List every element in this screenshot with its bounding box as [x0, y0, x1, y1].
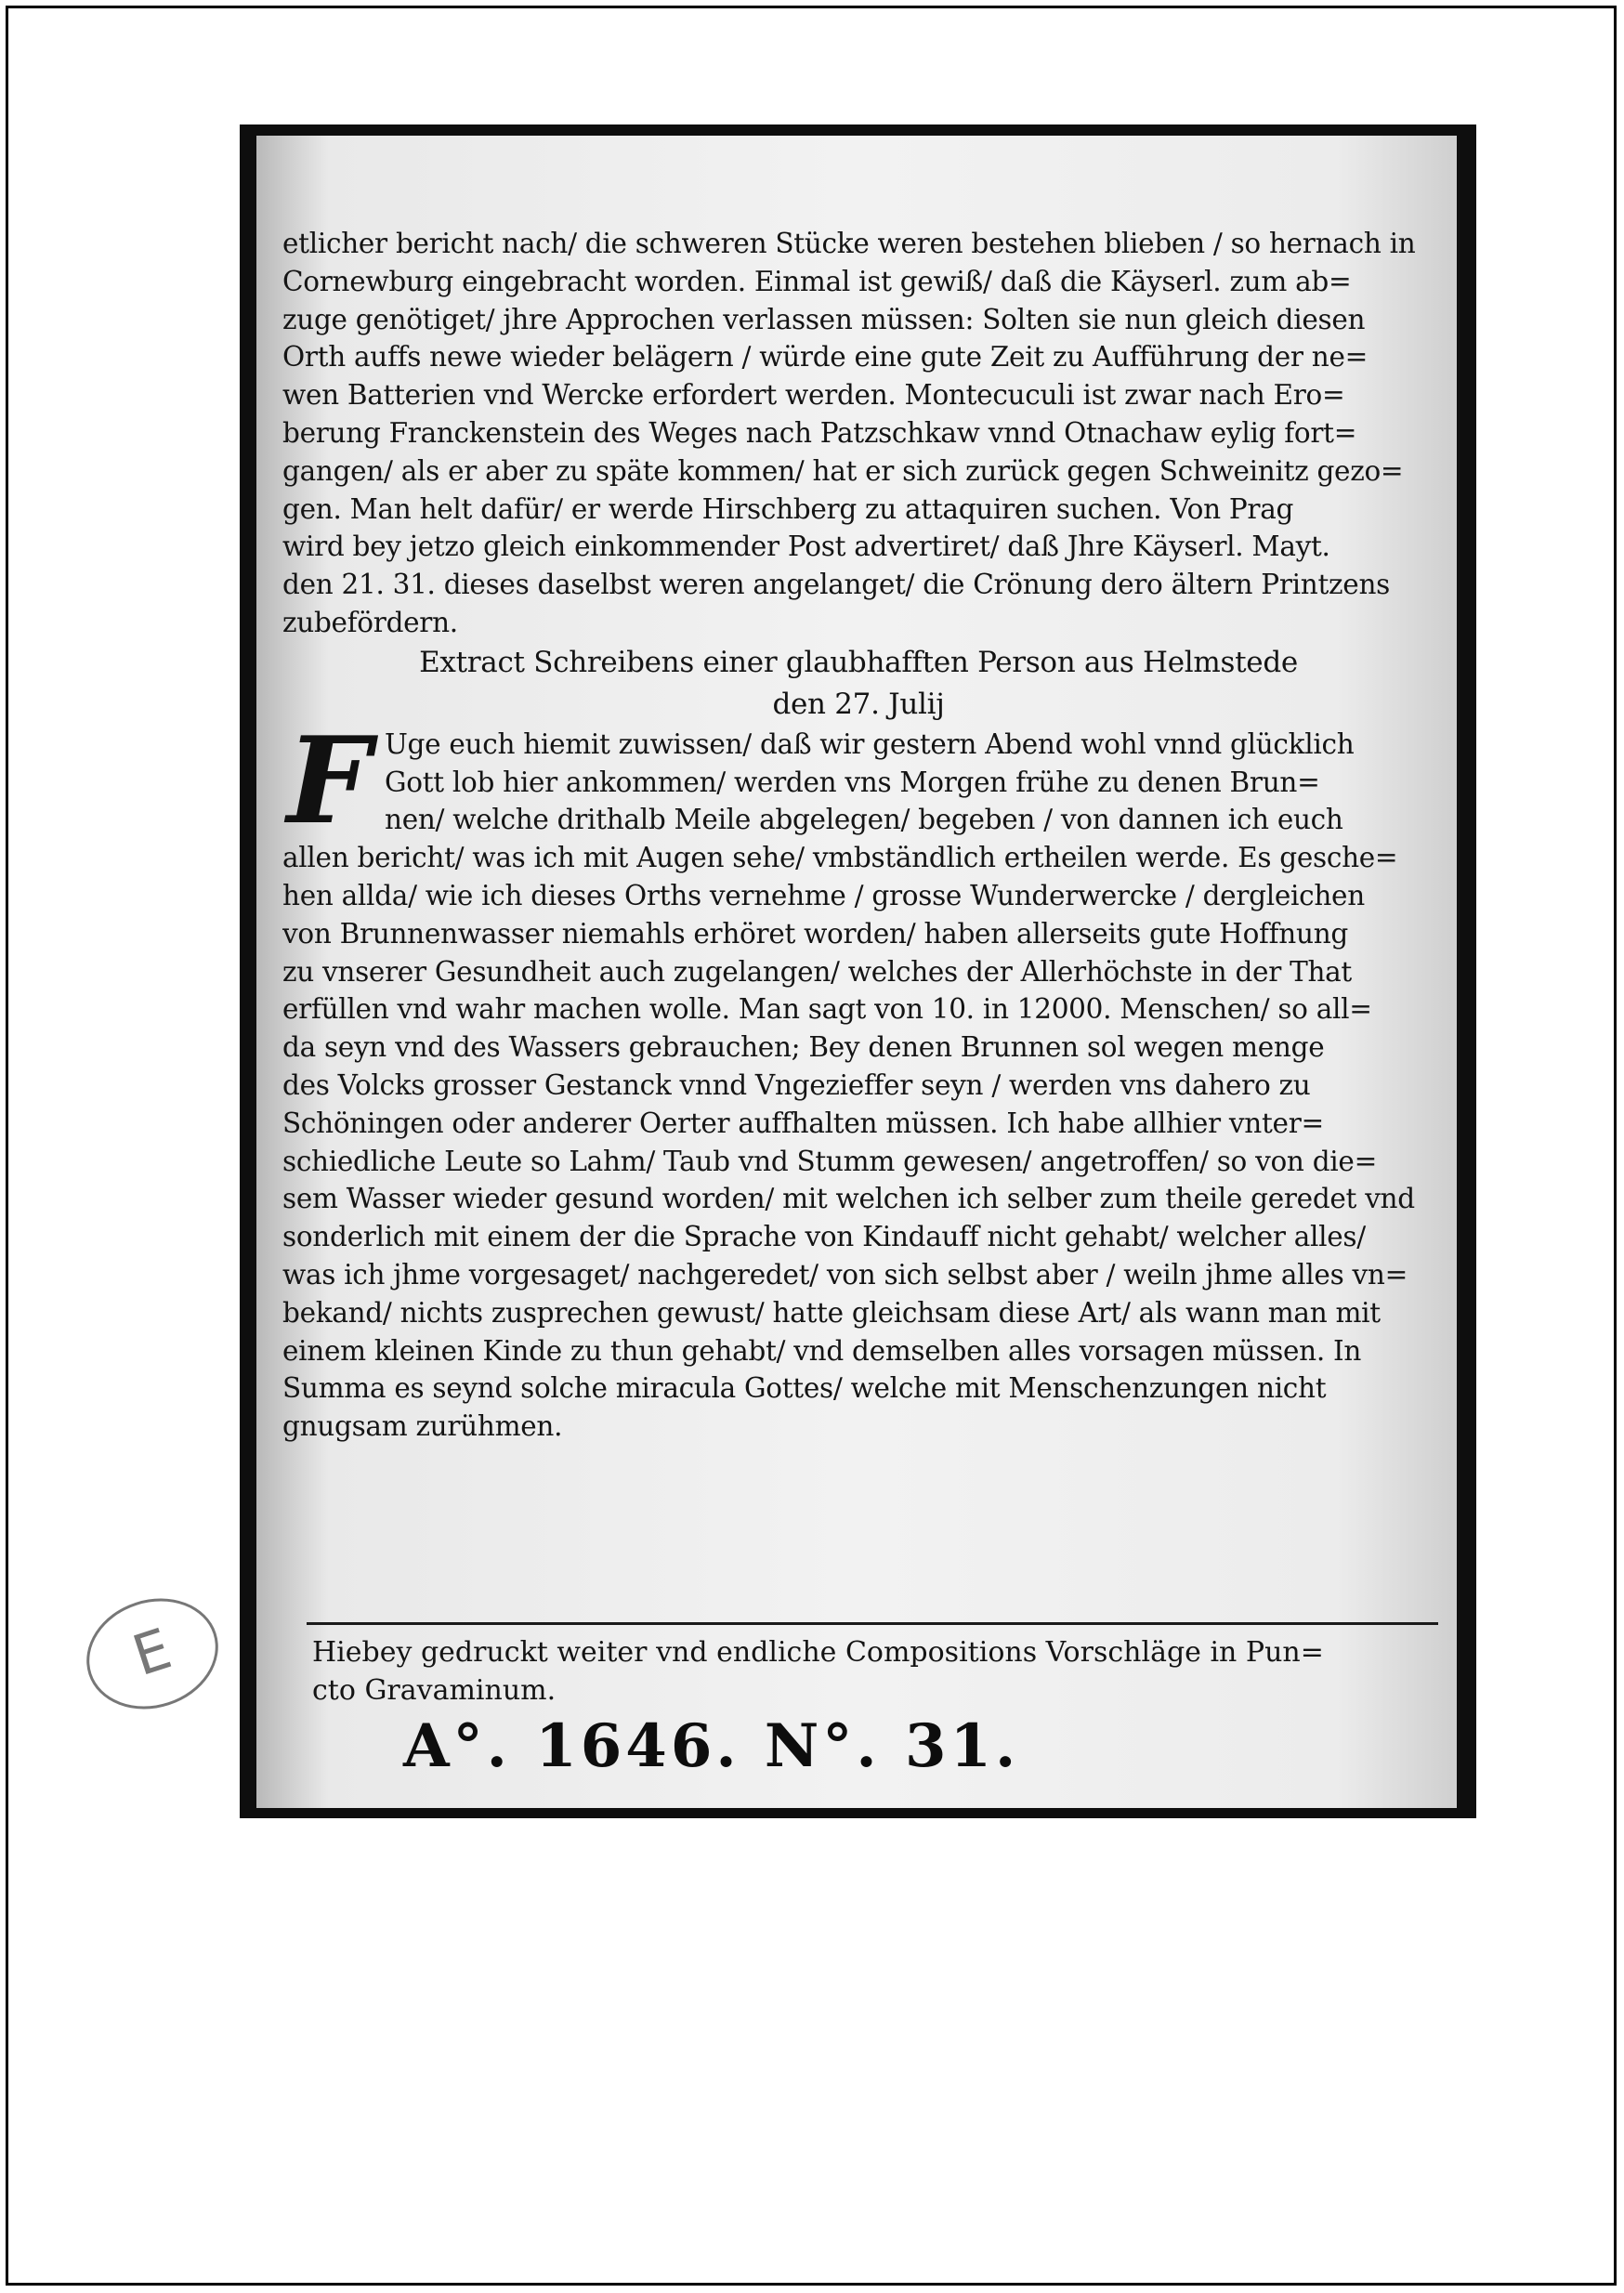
letter-line: was ich jhme vorgesaget/ nachgeredet/ von sich selbst aber / weiln jhme alles vn= [282, 1258, 1408, 1291]
letter-line: erfüllen vnd wahr machen wolle. Man sagt von 10. in 12000. Menschen/ so all= [282, 993, 1372, 1026]
letter-line: einem kleinen Kinde zu thun gehabt/ vnd demselben alles vorsagen müssen. In [282, 1334, 1362, 1367]
letter-paragraph [282, 711, 1434, 1446]
body-line: Orth auffs newe wieder belägern / würde eine gute Zeit zu Aufführung der ne= [282, 341, 1369, 373]
footer-note [312, 1633, 1427, 1710]
letter-line: schiedliche Leute so Lahm/ Taub vnd Stumm gewesen/ angetroffen/ so von die= [282, 1145, 1377, 1177]
body-line: wird bey jetzo gleich einkommender Post advertiret/ daß Jhre Käyserl. Mayt. [282, 531, 1330, 563]
letter-line: Summa es seynd solche miracula Gottes/ welche mit Menschenzungen nicht [282, 1372, 1327, 1405]
section-heading [282, 642, 1434, 726]
body-line: wen Batterien vnd Wercke erfordert werden. Montecuculi ist zwar nach Ero= [282, 379, 1345, 412]
body-line: gen. Man helt dafür/ er werde Hirschberg zu attaquiren suchen. Von Prag [282, 492, 1294, 525]
body-line: zuge genötiget/ jhre Approchen verlassen müssen: Solten sie nun gleich diesen [282, 303, 1366, 335]
divider-rule [307, 1622, 1438, 1625]
letter-line: nen/ welche drithalb Meile abgelegen/ begeben / von dannen ich euch [385, 804, 1343, 836]
printed-page [256, 136, 1457, 1808]
issue-number: A°. 1646. N°. 31. [403, 1711, 1020, 1781]
stamp-letter: E [124, 1616, 179, 1690]
letter-line: sem Wasser wieder gesund worden/ mit welchen ich selber zum theile geredet vnd [282, 1183, 1415, 1215]
body-line: gangen/ als er aber zu späte kommen/ hat er sich zurück gegen Schweinitz gezo= [282, 454, 1404, 487]
heading-line-2: den 27. Julij [772, 687, 945, 721]
letter-line: Schöningen oder anderer Oerter auffhalten müssen. Ich habe allhier vnter= [282, 1107, 1324, 1139]
footer-line-2: cto Gravaminum. [312, 1674, 557, 1707]
footer-line-1: Hiebey gedruckt weiter vnd endliche Compositions Vorschläge in Pun= [312, 1636, 1324, 1669]
page-text [282, 225, 1434, 1446]
body-line: den 21. 31. dieses daselbst weren angelanget/ die Crönung dero ältern Printzens [282, 569, 1390, 601]
document-photo [240, 124, 1476, 1818]
letter-line: sonderlich mit einem der die Sprache von Kindauff nicht gehabt/ welcher alles/ [282, 1221, 1366, 1253]
letter-line: Uge euch hiemit zuwissen/ daß wir gestern Abend wohl vnnd glücklich [385, 727, 1355, 760]
letter-line: hen allda/ wie ich dieses Orths vernehme / grosse Wunderwercke / dergleichen [282, 879, 1365, 911]
letter-line: des Volcks grosser Gestanck vnnd Vngezieffer seyn / werden vns dahero zu [282, 1068, 1311, 1101]
letter-line: allen bericht/ was ich mit Augen sehe/ vmbständlich ertheilen werde. Es gesche= [282, 842, 1398, 874]
body-line: berung Franckenstein des Weges nach Patzschkaw vnnd Otnachaw eylig fort= [282, 416, 1357, 449]
letter-line: Gott lob hier ankommen/ werden vns Morgen frühe zu denen Brun= [385, 766, 1320, 798]
letter-line: von Brunnenwasser niemahls erhöret worden/ haben allerseits gute Hoffnung [282, 917, 1348, 950]
letter-line: zu vnserer Gesundheit auch zugelangen/ welches der Allerhöchste in der That [282, 955, 1352, 988]
letter-line: bekand/ nichts zusprechen gewust/ hatte gleichsam diese Art/ als wann man mit [282, 1296, 1381, 1329]
body-line: zubefördern. [282, 606, 458, 638]
heading-line-1: Extract Schreibens einer glaubhafften Person aus Helmstede [419, 645, 1298, 679]
drop-cap: F [286, 711, 372, 851]
body-line: Cornewburg eingebracht worden. Einmal ist gewiß/ daß die Käyserl. zum ab= [282, 265, 1352, 297]
body-paragraph [282, 225, 1434, 642]
letter-line: da seyn vnd des Wassers gebrauchen; Bey denen Brunnen sol wegen menge [282, 1031, 1325, 1064]
letter-line: gnugsam zurühmen. [282, 1410, 563, 1443]
body-line: etlicher bericht nach/ die schweren Stücke weren bestehen blieben / so hernach in [282, 228, 1416, 259]
